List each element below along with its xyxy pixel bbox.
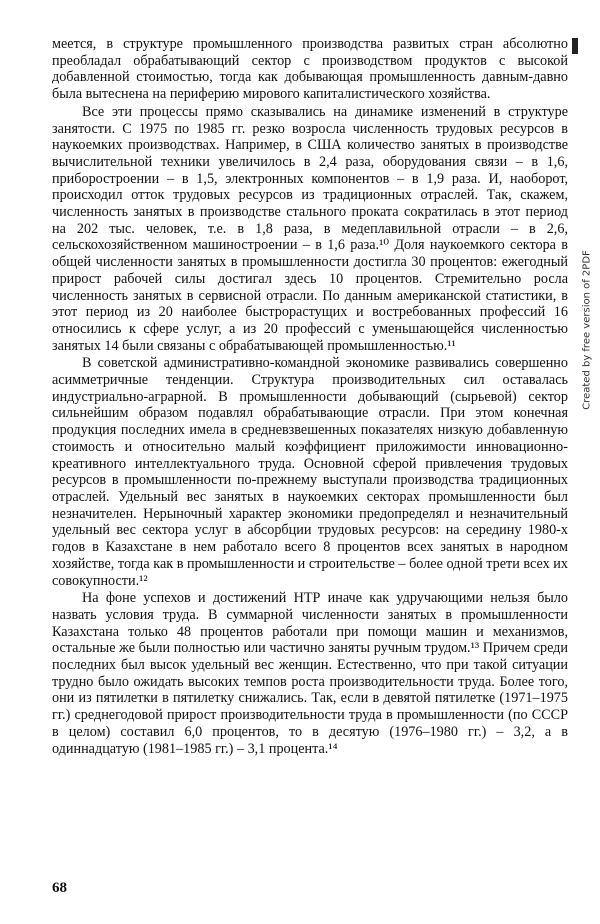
watermark-side-note [580, 200, 594, 460]
paragraph-2: Все эти процессы прямо сказывались на динамике изменений в структуре занятости. С 1975 по 1985 гг. резко возросла численность трудовых ресурсов в наукоемких производствах. Например, в США количество занятых в производстве вычислительной техники увеличилось в 2,4 раза, оборудования связи – в 1,6, приборостроении – в 1,5, электронных компонентов – в 1,9 раза. И, наоборот, происходил отток трудовых ресурсов из традиционных отраслей. Так, скажем, численность занятых в производстве стального проката сократилась в этот период на 202 тыс. человек, т.е. в 1,8 раза, в медеплавильной отрасли – в 2,6, сельскохозяйственном машиностроении – в 1,6 раза.¹⁰ Доля наукоемкого сектора в общей численности занятых в промышленности достигла 30 процентов: ежегодный прирост рабочей силы достигал здесь 10 процентов. Стремительно росла численность занятых в сервисной отрасли. По данным американской статистики, в этот период из 20 наиболее быстрорастущих и востребованных профессий 16 относились к сфере услуг, а из 20 профессий с уменьшающейся численностью занятых 14 были связаны с обрабатывающей промышленностью.¹¹ [52, 103, 568, 354]
document-body [52, 36, 568, 757]
paragraph-4: На фоне успехов и достижений НТР иначе как удручающими нельзя было назвать условия труда. В суммарной численности занятых в промышленности Казахстана только 48 процентов работали при помощи машин и механизмов, остальные же были полностью или частично заняты ручным трудом.¹³ Причем среди последних был высок удельный вес женщин. Естественно, что при такой ситуации трудно было ожидать высоких темпов роста производительности труда. Более того, они из пятилетки в пятилетку снижались. Так, если в девятой пятилетке (1971–1975 гг.) среднегодовой прирост производительности труда в промышленности (по СССР в целом) составил 6,0 процентов, то в десятую (1976–1980 гг.) – 3,2, а в одиннадцатую (1981–1985 гг.) – 3,1 процента.¹⁴ [52, 590, 568, 757]
page-edge-mark [572, 38, 578, 54]
paragraph-1: меется, в структуре промышленного производства развитых стран абсолютно преобладал обрабатывающий сектор с производством продуктов с высокой добавленной стоимостью, тогда как добывающая промышленность давным-давно была вытеснена на периферию мирового капиталистического хозяйства. [52, 36, 568, 103]
paragraph-3: В советской административно-командной экономике развивались совершенно асимметричные тенденции. Структура производительных сил оставалась индустриально-аграрной. В промышленности добывающий (сырьевой) сектор сильнейшим образом подавлял обрабатывающие отрасли. При этом конечная продукция последних имела в средневзвешенных показателях низкую добавленную стоимость и относительно малый коэффициент приложимости инновационно-креативного интеллектуального труда. Основной сферой привлечения трудовых ресурсов в промышленности по-прежнему выступали производства традиционных отраслей. Удельный вес занятых в наукоемких секторах промышленности был незначителен. Нерыночный характер экономики предопределял и незначительный удельный вес сектора услуг в абсорбции трудовых ресурсов: на середину 1980-х годов в Казахстане в нем работало всего 8 процентов всех занятых в народном хозяйстве, тогда как в промышленности и строительстве – более одной трети всех их совокупности.¹² [52, 355, 568, 589]
watermark-text: Created by free version of 2PDF [581, 250, 593, 410]
page-number: 68 [52, 880, 67, 896]
